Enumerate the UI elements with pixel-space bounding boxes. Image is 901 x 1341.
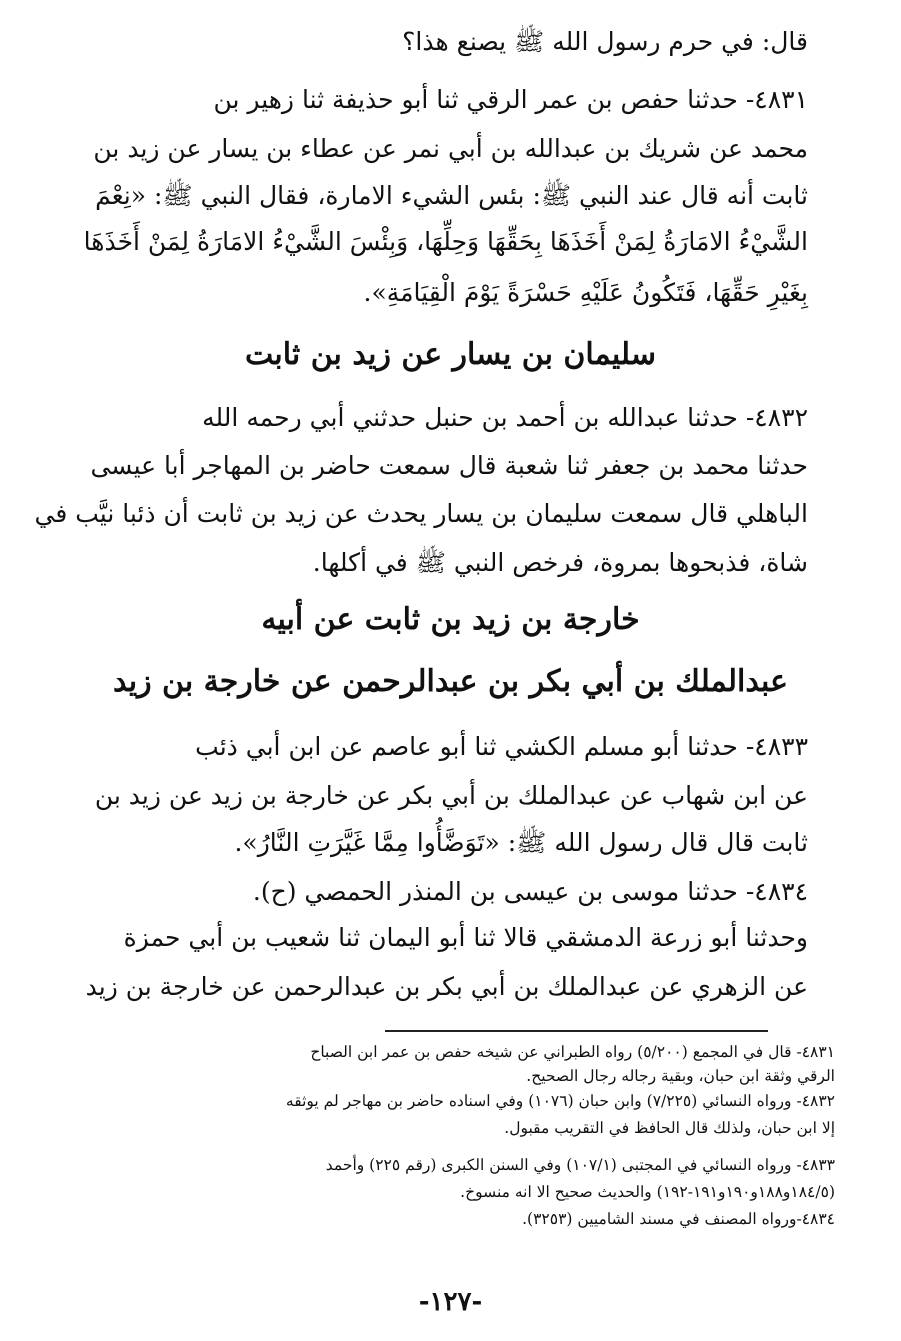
footnote-line: إلا ابن حبان، ولذلك قال الحافظ في التقريب مقبول.	[504, 1119, 835, 1137]
body-line: قال: في حرم رسول الله ﷺ يصنع هذا؟	[402, 27, 808, 56]
body-line: ٤٨٣٢- حدثنا عبدالله بن أحمد بن حنبل حدثني أبي رحمه الله	[202, 403, 808, 432]
footnote-line: ٤٨٣٤-ورواه المصنف في مسند الشاميين (٣٢٥٣).	[522, 1210, 835, 1228]
page-number: -١٢٧-	[418, 1287, 483, 1317]
body-line: شاة، فذبحوها بمروة، فرخص النبي ﷺ في أكلها.	[312, 548, 808, 577]
footnote-line: ٤٨٣٢- ورواه النسائي (٧/٢٢٥) وابن حبان (١٠٧٦) وفي اسناده حاضر بن مهاجر لم يوثقه	[285, 1092, 835, 1110]
body-line: محمد عن شريك بن عبدالله بن أبي نمر عن عطاء بن يسار عن زيد بن	[93, 134, 808, 163]
body-line: ٤٨٣١- حدثنا حفص بن عمر الرقي ثنا أبو حذيفة ثنا زهير بن	[213, 85, 808, 114]
body-line: الشَّيْءُ الامَارَةُ لِمَنْ أَخَذَهَا بِحَقِّهَا وَحِلِّهَا، وَبِئْسَ الشَّيْءُ الامَارَةُ لِمَنْ أَخَذَهَا	[83, 227, 808, 256]
body-line: الباهلي قال سمعت سليمان بن يسار يحدث عن زيد بن ثابت أن ذئبا نيَّب في	[34, 499, 808, 528]
body-line: ٤٨٣٣- حدثنا أبو مسلم الكشي ثنا أبو عاصم عن ابن أبي ذئب	[195, 732, 808, 761]
body-line: حدثنا محمد بن جعفر ثنا شعبة قال سمعت حاضر بن المهاجر أبا عيسى	[90, 451, 808, 480]
footnote-line: ٤٨٣١- قال في المجمع (٥/٢٠٠) رواه الطبراني عن شيخه حفص بن عمر ابن الصباح	[310, 1043, 835, 1061]
body-line: ثابت قال قال رسول الله ﷺ: «تَوَضَّأُوا مِمَّا غَيَّرَتِ النَّارُ».	[234, 828, 808, 857]
section-heading: عبدالملك بن أبي بكر بن عبدالرحمن عن خارجة بن زيد	[112, 664, 789, 699]
footnote-divider	[385, 1030, 768, 1032]
body-line: وحدثنا أبو زرعة الدمشقي قالا ثنا أبو اليمان ثنا شعيب بن أبي حمزة	[123, 923, 808, 952]
footnote-line: الرقي وثقة ابن حبان، وبقية رجاله رجال الصحيح.	[526, 1067, 835, 1085]
body-line: ثابت أنه قال عند النبي ﷺ: بئس الشيء الامارة، فقال النبي ﷺ: «نِعْمَ	[95, 181, 808, 210]
section-heading: خارجة بن زيد بن ثابت عن أبيه	[261, 602, 640, 637]
body-line: عن ابن شهاب عن عبدالملك بن أبي بكر عن خارجة بن زيد عن زيد بن	[94, 781, 808, 810]
footnote-line: (١٨٤/٥و١٨٨و١٩٠و١٩١-١٩٢) والحديث صحيح الا انه منسوخ.	[460, 1183, 835, 1201]
body-line: عن الزهري عن عبدالملك بن أبي بكر بن عبدالرحمن عن خارجة بن زيد	[85, 972, 808, 1001]
section-heading: سليمان بن يسار عن زيد بن ثابت	[244, 337, 657, 372]
body-line: بِغَيْرِ حَقِّهَا، فَتَكُونُ عَلَيْهِ حَسْرَةً يَوْمَ الْقِيَامَةِ».	[363, 278, 808, 307]
footnote-line: ٤٨٣٣- ورواه النسائي في المجتبى (١٠٧/١) وفي السنن الكبرى (رقم ٢٢٥) وأحمد	[325, 1156, 835, 1174]
body-line: ٤٨٣٤- حدثنا موسى بن عيسى بن المنذر الحمصي (ح).	[252, 877, 808, 906]
